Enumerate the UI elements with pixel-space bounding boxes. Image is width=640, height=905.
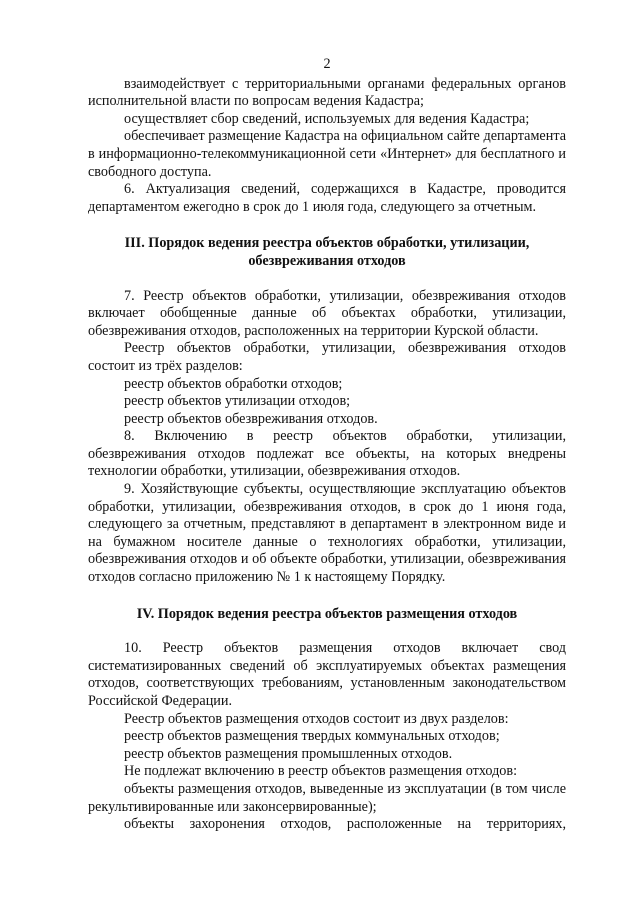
page-number: 2 [323, 56, 331, 72]
list-item: объекты захоронения отходов, расположенные на территориях, [124, 816, 566, 833]
list-item: реестр объектов утилизации отходов; [124, 393, 351, 410]
list-item: объекты размещения отходов, выведенные из эксплуатации (в том числе рекультивированные или законсервированные); [88, 780, 566, 815]
section-4-heading: IV. Порядок ведения реестра объектов размещения отходов [136, 605, 518, 622]
section-4-body [88, 640, 566, 834]
list-item: реестр объектов обработки отходов; [124, 375, 343, 392]
paragraph: Реестр объектов обработки, утилизации, обезвреживания отходов состоит из трёх разделов: [88, 340, 566, 374]
document-page [88, 56, 566, 834]
section-2-tail [88, 76, 566, 217]
list-item: реестр объектов обезвреживания отходов. [124, 410, 378, 427]
section-3-heading [88, 235, 566, 270]
heading-line: обезвреживания отходов [248, 252, 406, 269]
paragraph: обеспечивает размещение Кадастра на официальном сайте департамента в информационно-телекоммуникационной сети «Интернет» для бесплатного и свободного доступа. [88, 128, 566, 180]
paragraph: 10. Реестр объектов размещения отходов включает свод систематизированных сведений об эксплуатируемых объектах размещения отходов, соответствующих требованиям, установленным законодательством Российской Федерации. [88, 640, 566, 709]
section-3-body [88, 288, 566, 587]
paragraph: Не подлежат включению в реестр объектов размещения отходов: [124, 763, 518, 780]
paragraph: 9. Хозяйствующие субъекты, осуществляющие эксплуатацию объектов обработки, утилизации, обезвреживания отходов, в срок до 1 июня года, следующего за отчетным, представляют в департамент в электронном виде и на бумажном носителе данные о технологиях обработки, утилизации, обезвреживания отходов и об объекте обработки, утилизации, обезвреживания отходов согласно приложению № 1 к настоящему Порядку. [88, 481, 566, 586]
paragraph: 8. Включению в реестр объектов обработки, утилизации, обезвреживания отходов подлежат все объекты, на которых внедрены технологии обработки, утилизации, обезвреживания отходов. [88, 428, 566, 480]
paragraph: Реестр объектов размещения отходов состоит из двух разделов: [124, 710, 509, 727]
heading-line: III. Порядок ведения реестра объектов обработки, утилизации, [124, 235, 530, 252]
paragraph: 6. Актуализация сведений, содержащихся в Кадастре, проводится департаментом ежегодно в срок до 1 июля года, следующего за отчетным. [88, 181, 566, 215]
paragraph: осуществляет сбор сведений, используемых для ведения Кадастра; [124, 110, 530, 127]
paragraph: взаимодействует с территориальными органами федеральных органов исполнительной власти по вопросам ведения Кадастра; [88, 75, 566, 110]
list-item: реестр объектов размещения промышленных отходов. [124, 745, 453, 762]
list-item: реестр объектов размещения твердых коммунальных отходов; [124, 728, 500, 745]
paragraph: 7. Реестр объектов обработки, утилизации, обезвреживания отходов включает обобщенные данные об объектах обработки, утилизации, обезвреживания отходов, расположенных на территории Курской области. [88, 287, 566, 339]
